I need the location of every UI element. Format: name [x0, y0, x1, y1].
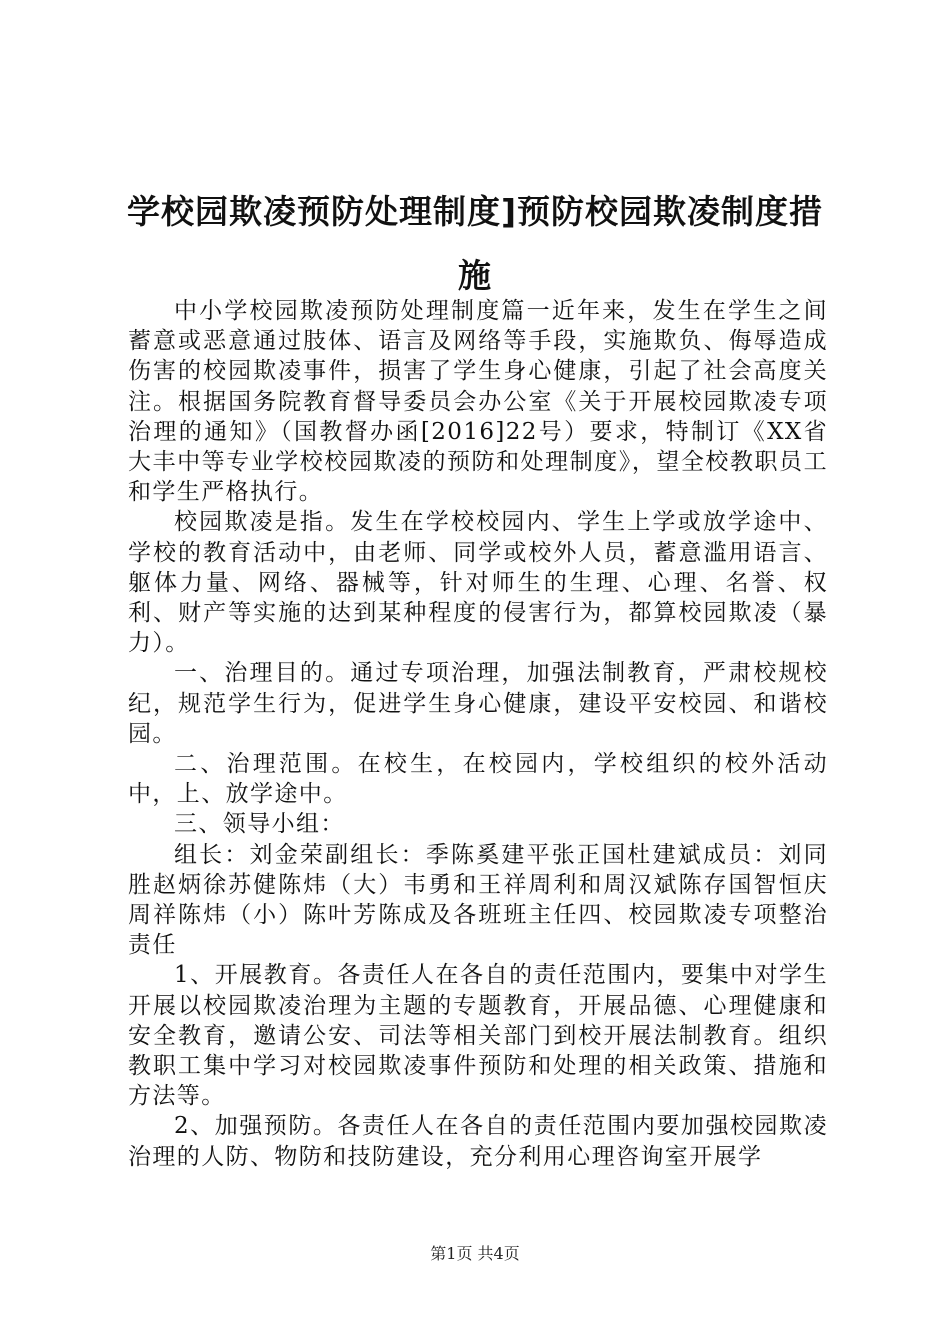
paragraph-leadership-members: 组长：刘金荣副组长：季陈奚建平张正国杜建斌成员：刘同胜赵炳徐苏健陈炜（大）韦勇和王祥周利和周汉斌陈存国智恒庆周祥陈炜（小）陈叶芳陈成及各班班主任四、校园欺凌专项整治责任	[128, 841, 828, 959]
paragraph-prevention: 2、加强预防。各责任人在各自的责任范围内要加强校园欺凌治理的人防、物防和技防建设，充分利用心理咨询室开展学	[128, 1113, 828, 1170]
document-body	[128, 296, 828, 1172]
paragraph-intro: 中小学校园欺凌预防处理制度篇一近年来，发生在学生之间蓄意或恶意通过肢体、语言及网络等手段，实施欺负、侮辱造成伤害的校园欺凌事件，损害了学生身心健康，引起了社会高度关注。根据国务院教育督导委员会办公室《关于开展校园欺凌专项治理的通知》（国教督办函[2016]22号）要求，特制订《XX省大丰中等专业学校校园欺凌的预防和处理制度》，望全校教职员工和学生严格执行。	[128, 298, 828, 506]
paragraph-education: 1、开展教育。各责任人在各自的责任范围内，要集中对学生开展以校园欺凌治理为主题的专题教育，开展品德、心理健康和安全教育，邀请公安、司法等相关部门到校开展法制教育。组织教职工集中学习对校园欺凌事件预防和处理的相关政策、措施和方法等。	[128, 962, 828, 1110]
page-number-footer: 第1页 共4页	[430, 1244, 520, 1263]
document-title: 学校园欺凌预防处理制度]预防校园欺凌制度措施	[126, 192, 824, 295]
paragraph-goal: 一、治理目的。通过专项治理，加强法制教育，严肃校规校纪，规范学生行为，促进学生身心健康，建设平安校园、和谐校园。	[128, 660, 828, 747]
paragraph-scope: 二、治理范围。在校生，在校园内，学校组织的校外活动中，上、放学途中。	[128, 751, 828, 808]
paragraph-definition: 校园欺凌是指。发生在学校校园内、学生上学或放学途中、学校的教育活动中，由老师、同学或校外人员，蓄意滥用语言、躯体力量、网络、器械等，针对师生的生理、心理、名誉、权利、财产等实施的达到某种程度的侵害行为，都算校园欺凌（暴力）。	[128, 509, 828, 657]
paragraph-leadership-heading: 三、领导小组：	[174, 811, 345, 838]
